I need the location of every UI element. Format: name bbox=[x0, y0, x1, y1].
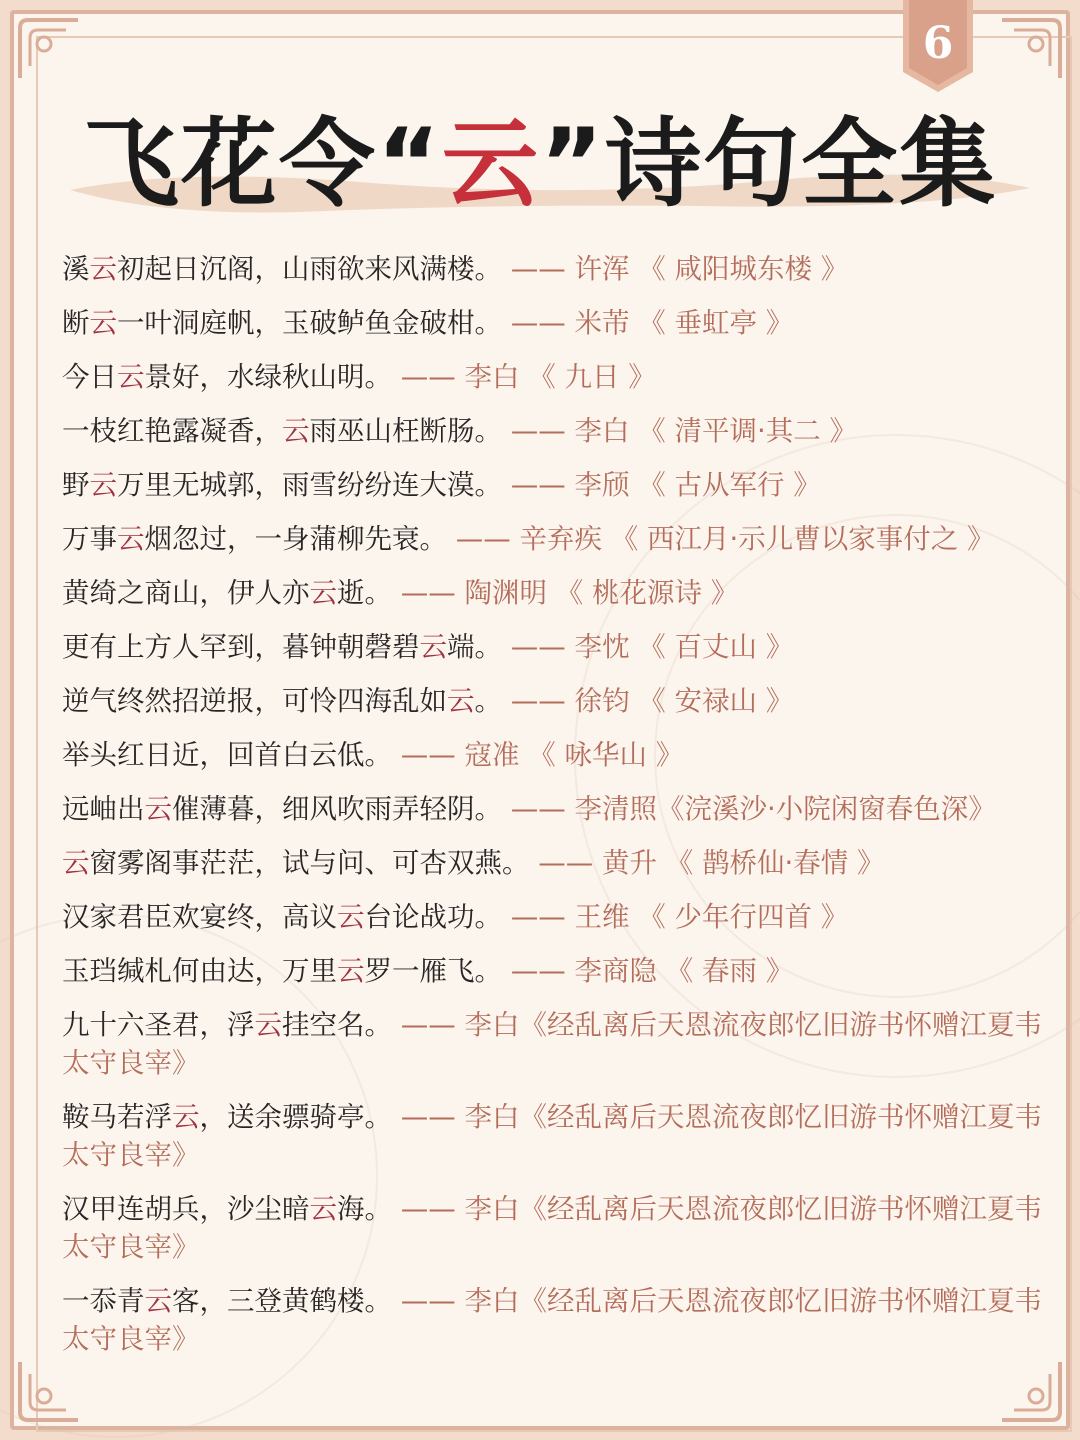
poem-source: —— 李白《经乱离后天恩流夜郎忆旧游书怀赠江夏韦太守良宰》 bbox=[62, 1285, 1042, 1355]
poem-list bbox=[62, 250, 1042, 1374]
poem-source: —— 李白《经乱离后天恩流夜郎忆旧游书怀赠江夏韦太守良宰》 bbox=[62, 1009, 1042, 1079]
poem-line: 万事云烟忽过，一身蒲柳先衰。 —— 辛弃疾 《 西江月·示儿曹以家事付之 》 bbox=[62, 523, 995, 555]
poem-line: 汉甲连胡兵，沙尘暗云海。 —— 李白《经乱离后天恩流夜郎忆旧游书怀赠江夏韦太守良宰》 bbox=[62, 1193, 1042, 1263]
poem-line: 溪云初起日沉阁，山雨欲来风满楼。 —— 许浑 《 咸阳城东楼 》 bbox=[62, 253, 849, 285]
title-quote-close: ” bbox=[540, 108, 606, 220]
title-prefix: 飞花令 bbox=[82, 108, 377, 220]
poem-line: 鞍马若浮云，送余骠骑亭。 —— 李白《经乱离后天恩流夜郎忆旧游书怀赠江夏韦太守良宰》 bbox=[62, 1101, 1042, 1171]
poem-line: 今日云景好，水绿秋山明。 —— 李白 《 九日 》 bbox=[62, 361, 656, 393]
poem-source: —— 辛弃疾 《 西江月·示儿曹以家事付之 》 bbox=[455, 523, 995, 555]
poem-line: 更有上方人罕到，暮钟朝磬碧云端。 —— 李忱 《 百丈山 》 bbox=[62, 631, 794, 663]
poem-source: —— 许浑 《 咸阳城东楼 》 bbox=[510, 253, 849, 285]
poem-source: —— 米芾 《 垂虹亭 》 bbox=[510, 307, 794, 339]
poem-line: 汉家君臣欢宴终，高议云台论战功。 —— 王维 《 少年行四首 》 bbox=[62, 901, 849, 933]
poem-line: 举头红日近，回首白云低。 —— 寇准 《 咏华山 》 bbox=[62, 739, 684, 771]
poem-line: 断云一叶洞庭帆，玉破鲈鱼金破柑。 —— 米芾 《 垂虹亭 》 bbox=[62, 307, 794, 339]
poem-line: 远岫出云催薄暮，细风吹雨弄轻阴。 —— 李清照《浣溪沙·小院闲窗春色深》 bbox=[62, 793, 996, 825]
corner-ornament-icon bbox=[996, 14, 1066, 84]
poem-source: —— 黄升 《 鹊桥仙·春情 》 bbox=[538, 847, 885, 879]
title-quote-open: “ bbox=[376, 108, 442, 220]
poem-line: 黄绮之商山，伊人亦云逝。 —— 陶渊明 《 桃花源诗 》 bbox=[62, 577, 739, 609]
poem-line: 玉珰缄札何由达，万里云罗一雁飞。 —— 李商隐 《 春雨 》 bbox=[62, 955, 794, 987]
poem-line: 一忝青云客，三登黄鹤楼。 —— 李白《经乱离后天恩流夜郎忆旧游书怀赠江夏韦太守良宰》 bbox=[62, 1285, 1042, 1355]
poem-source: —— 李白 《 清平调·其二 》 bbox=[510, 415, 857, 447]
poem-source: —— 王维 《 少年行四首 》 bbox=[510, 901, 849, 933]
poem-source: —— 李忱 《 百丈山 》 bbox=[510, 631, 794, 663]
poem-source: —— 寇准 《 咏华山 》 bbox=[400, 739, 684, 771]
poem-line: 云窗雾阁事茫茫，试与问、可杏双燕。 —— 黄升 《 鹊桥仙·春情 》 bbox=[62, 847, 885, 879]
poem-source: —— 李商隐 《 春雨 》 bbox=[510, 955, 794, 987]
title-suffix: 诗句全集 bbox=[605, 108, 998, 220]
poem-source: —— 陶渊明 《 桃花源诗 》 bbox=[400, 577, 739, 609]
poem-source: —— 李白 《 九日 》 bbox=[400, 361, 656, 393]
page-title bbox=[0, 88, 1080, 225]
poem-source: —— 李清照《浣溪沙·小院闲窗春色深》 bbox=[510, 793, 996, 825]
poem-line: 九十六圣君，浮云挂空名。 —— 李白《经乱离后天恩流夜郎忆旧游书怀赠江夏韦太守良宰》 bbox=[62, 1009, 1042, 1079]
corner-ornament-icon bbox=[14, 14, 84, 84]
page-number: 6 bbox=[922, 18, 954, 69]
poem-source: —— 李白《经乱离后天恩流夜郎忆旧游书怀赠江夏韦太守良宰》 bbox=[62, 1193, 1042, 1263]
poem-source: —— 李颀 《 古从军行 》 bbox=[510, 469, 821, 501]
poem-source: —— 徐钧 《 安禄山 》 bbox=[510, 685, 794, 717]
poem-line: 野云万里无城郭，雨雪纷纷连大漠。 —— 李颀 《 古从军行 》 bbox=[62, 469, 821, 501]
title-keyword: 云 bbox=[442, 108, 540, 220]
poem-line: 逆气终然招逆报，可怜四海乱如云。 —— 徐钧 《 安禄山 》 bbox=[62, 685, 794, 717]
poem-source: —— 李白《经乱离后天恩流夜郎忆旧游书怀赠江夏韦太守良宰》 bbox=[62, 1101, 1042, 1171]
poem-line: 一枝红艳露凝香，云雨巫山枉断肠。 —— 李白 《 清平调·其二 》 bbox=[62, 415, 857, 447]
